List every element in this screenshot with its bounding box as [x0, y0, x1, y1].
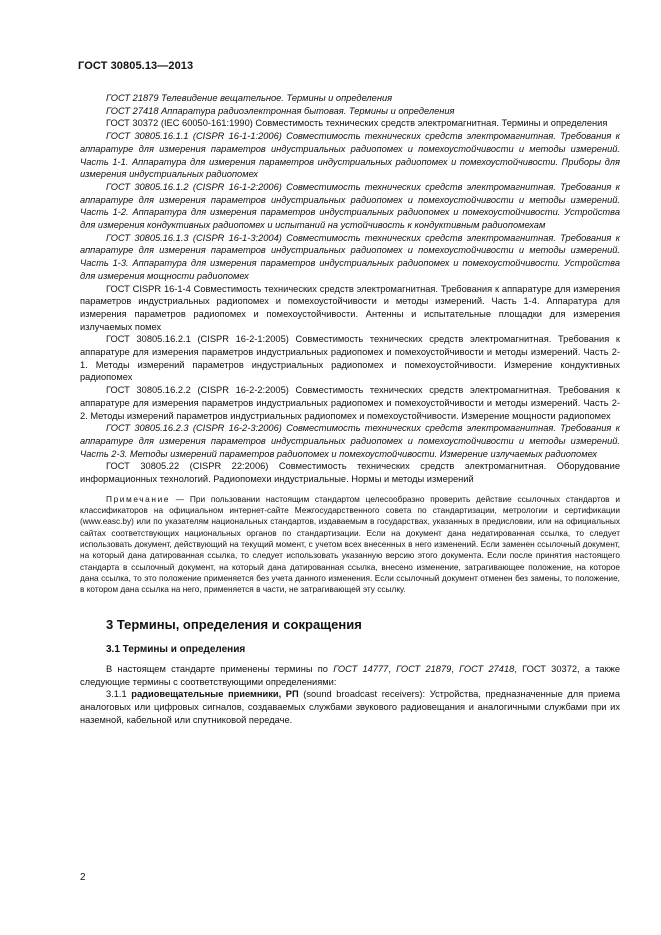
- reference-item: ГОСТ 30805.16.2.1 (CISPR 16-2-1:2005) Совместимость технических средств электромагнитная. Требования к аппаратуре для измерения параметров индустриальных радиопомех и помехоустойчивости и методы измерений. Часть 2-1. Методы измерений параметров индустриальных радиопомех и помехоустойчивости. Измерение кондуктивных радиопомех: [80, 334, 620, 383]
- note-text: — При пользовании настоящим стандартом целесообразно проверить действие ссылочных стандартов и классификаторов на официальном интернет-сайте Межгосударственного совета по стандартизации, метрологии и сертификации (www.easc.by) или по указателям национальных стандартов, издаваемым в государствах, указанных в предисловии, или на официальных сайтах соответствующих национальных органов по стандартизации. Если на документ дана недатированная ссылка, то следует использовать документ, действующий на текущий момент, с учетом всех внесенных в него изменений. Если заменен ссылочный документ, на который дана датированная ссылка, то следует использовать указанную версию этого документа. Если после принятия настоящего стандарта в ссылочный документ, на который дана датированная ссылка, внесено изменение, затрагивающее положение, на которое дана ссылка, то это положение применяется без учета данного изменения. Если ссылочный документ отменен без замены, то положение, в котором дана ссылка на него, применяется в части, не затрагивающей эту ссылку.: [80, 493, 620, 595]
- note-label: Примечание: [106, 493, 171, 504]
- reference-item: ГОСТ 27418 Аппаратура радиоэлектронная бытовая. Термины и определения: [106, 105, 455, 116]
- document-header: ГОСТ 30805.13—2013: [78, 60, 194, 72]
- term-number: 3.1.1: [106, 689, 132, 700]
- term-text: (sound broadcast receivers): Устройства, предназначенные для приема аналоговых или цифровых сигналов, создаваемых службами звукового радиовещания и аналогичными службами при их наземной, кабельной или спутниковой передаче.: [80, 689, 620, 725]
- page-content: [80, 92, 620, 726]
- intro-ref: ГОСТ 14777: [333, 663, 389, 674]
- intro-text: ,: [388, 663, 397, 674]
- page-number: 2: [80, 872, 86, 883]
- reference-item: ГОСТ CISPR 16-1-4 Совместимость технических средств электромагнитная. Требования к аппаратуре для измерения параметров индустриальных радиопомех и помехоустойчивости и методы измерений. Часть 1-4. Аппаратура для измерения параметров радиопомех и помехоустойчивости. Антенны и испытательные площадки для измерения излучаемых помех: [80, 283, 620, 332]
- section-heading: 3 Термины, определения и сокращения: [106, 617, 362, 633]
- intro-ref: ГОСТ 21879: [396, 663, 452, 674]
- reference-item: ГОСТ 30805.22 (CISPR 22:2006) Совместимость технических средств электромагнитная. Оборудование информационных технологий. Радиопомехи индустриальные. Нормы и методы измерений: [80, 461, 620, 485]
- subsection-heading: 3.1 Термины и определения: [106, 644, 246, 656]
- term-definition: [80, 688, 620, 726]
- intro-text: ,: [451, 663, 460, 674]
- intro-ref: ГОСТ 27418: [459, 663, 515, 674]
- reference-item: ГОСТ 30372 (IEC 60050-161:1990) Совместимость технических средств электромагнитная. Термины и определения: [106, 118, 608, 129]
- term-name: радиовещательные приемники, РП: [131, 689, 299, 700]
- intro-text: В настоящем стандарте применены термины по: [106, 663, 334, 674]
- reference-item: ГОСТ 30805.16.1.2 (CISPR 16-1-2:2006) Совместимость технических средств электромагнитная. Требования к аппаратуре для измерения параметров индустриальных радиопомех и помехоустойчивости и методы измерений. Часть 1-2. Аппаратура для измерения параметров индустриальных радиопомех и помехоустойчивости. Устройства для измерения кондуктивных радиопомех и испытаний на устойчивость к кондуктивным радиопомехам: [80, 181, 620, 231]
- reference-item: ГОСТ 30805.16.1.1 (CISPR 16-1-1:2006) Совместимость технических средств электромагнитная. Требования к аппаратуре для измерения параметров индустриальных радиопомех и помехоустойчивости и методы измерений. Часть 1-1. Аппаратура для измерения параметров индустриальных радиопомех и помехоустойчивости. Приборы для измерения индустриальных радиопомех: [80, 131, 620, 180]
- intro-text: , ГОСТ 30372, а также следующие термины с соответствующими определениями:: [80, 663, 621, 687]
- reference-item: ГОСТ 30805.16.2.3 (CISPR 16-2-3:2006) Совместимость технических средств электромагнитная. Требования к аппаратуре для измерения параметров индустриальных радиопомех и помехоустойчивости и методы измерений. Часть 2-3. Методы измерений параметров радиопомех и помехоустойчивости. Измерение излучаемых радиопомех: [80, 423, 620, 459]
- reference-item: ГОСТ 30805.16.2.2 (CISPR 16-2-2:2005) Совместимость технических средств электромагнитная. Требования к аппаратуре для измерения параметров индустриальных радиопомех и помехоустойчивости и методы измерений. Часть 2-2. Методы измерений параметров индустриальных радиопомех и помехоустойчивости. Измерение мощности радиопомех: [80, 385, 620, 421]
- normative-references-list: [80, 92, 620, 486]
- terms-intro-paragraph: [80, 663, 620, 688]
- reference-item: ГОСТ 30805.16.1.3 (CISPR 16-1-3:2004) Совместимость технических средств электромагнитная. Требования к аппаратуре для измерения параметров индустриальных радиопомех и помехоустойчивости и методы измерений. Часть 1-3. Аппаратура для измерения параметров индустриальных радиопомех и помехоустойчивости. Устройства для измерения мощности радиопомех: [80, 232, 620, 281]
- note-paragraph: [80, 494, 620, 596]
- reference-item: ГОСТ 21879 Телевидение вещательное. Термины и определения: [106, 93, 393, 103]
